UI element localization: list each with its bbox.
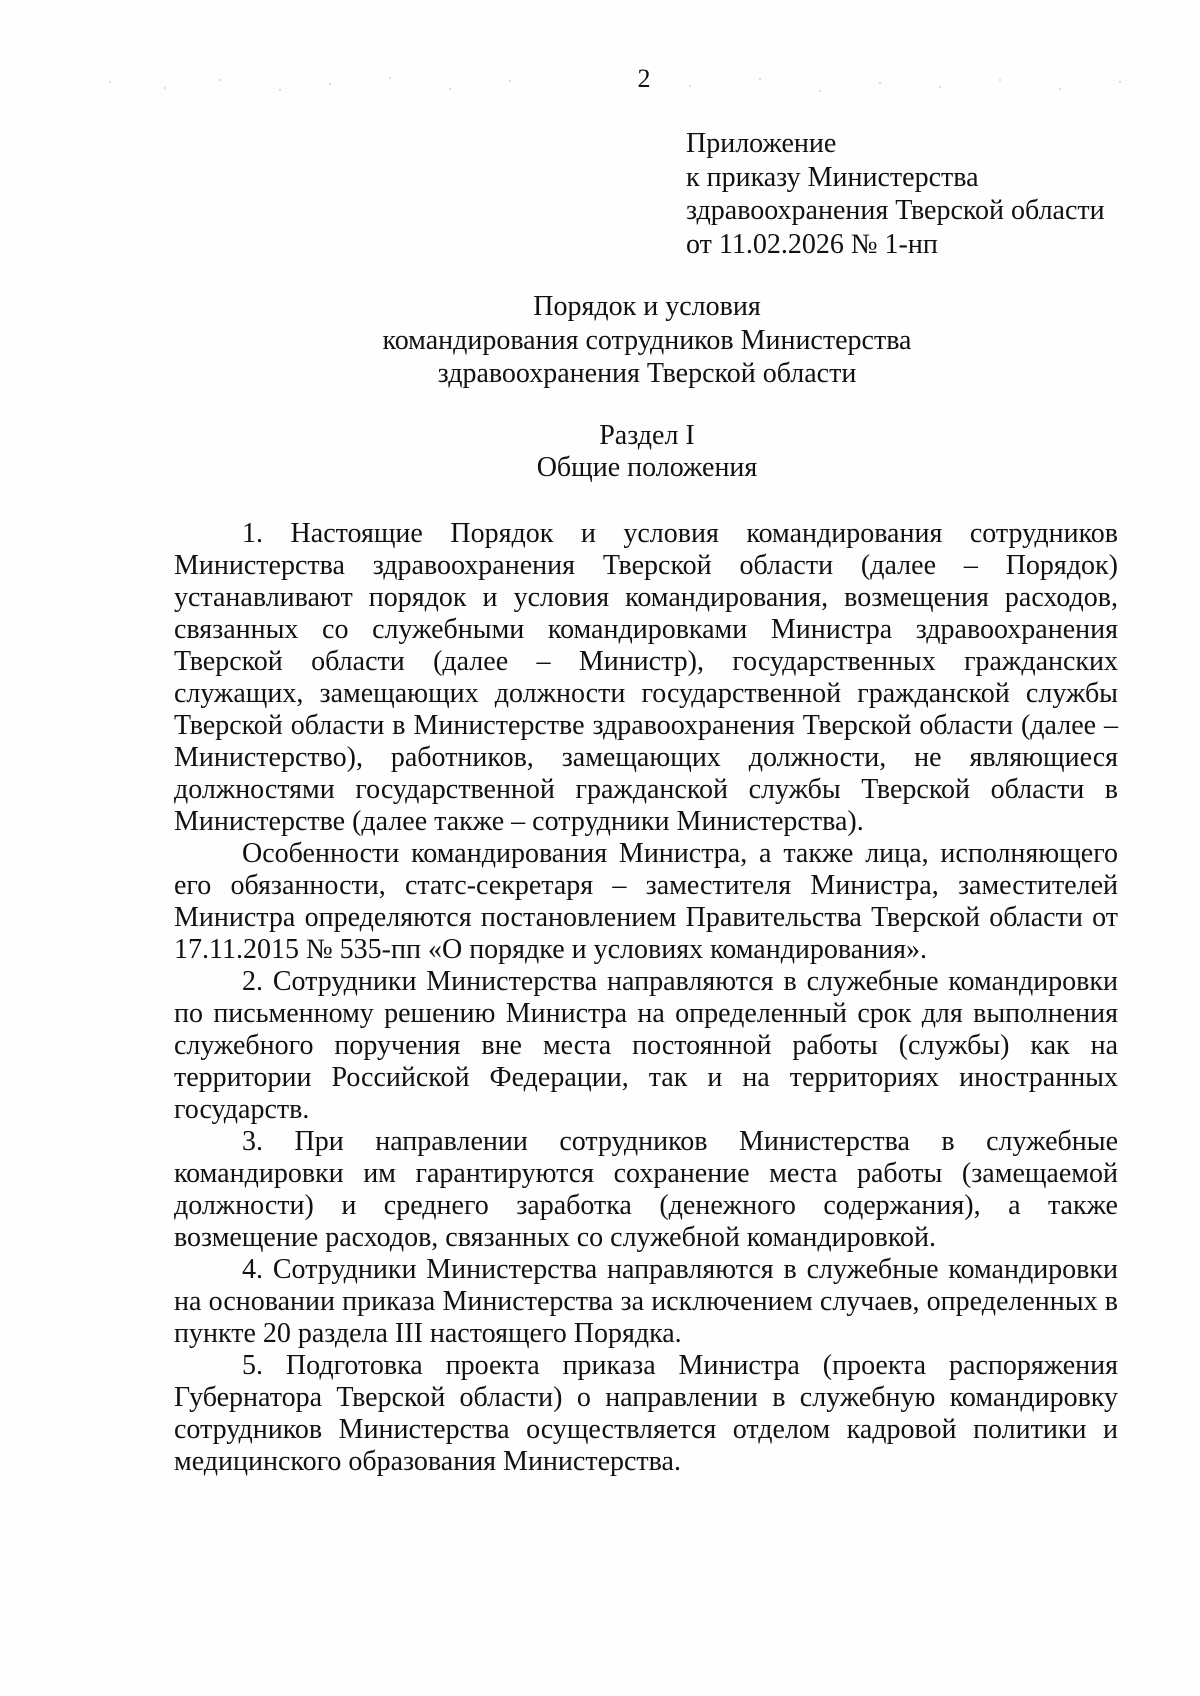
section-number: Раздел I	[599, 420, 695, 451]
appendix-line: к приказу Министерства	[686, 161, 979, 193]
section-heading	[174, 420, 1120, 484]
paragraph: 5. Подготовка проекта приказа Министра (проекта распоряжения Губернатора Тверской области) о направлении в служебную командировку сотрудников Министерства осуществляется отделом кадровой политики и медицинского образования Министерства.	[174, 1350, 1118, 1477]
appendix-line: здравоохранения Тверской области	[686, 195, 1105, 226]
title-line: командирования сотрудников Министерства	[382, 324, 912, 356]
paragraph: 2. Сотрудники Министерства направляются в служебные командировки по письменному решению Министра на определенный срок для выполнения служебного поручения вне места постоянной работы (службы) как на территории Российской Федерации, так и на территориях иностранных государств.	[174, 966, 1118, 1125]
title-line: Порядок и условия	[533, 291, 761, 322]
page-number: 2	[637, 64, 651, 93]
paragraph: 4. Сотрудники Министерства направляются в служебные командировки на основании приказа Министерства за исключением случаев, определенных в пункте 20 раздела III настоящего Порядка.	[174, 1254, 1118, 1349]
paragraph: 3. При направлении сотрудников Министерства в служебные командировки им гарантируются сохранение места работы (замещаемой должности) и среднего заработка (денежного содержания), а также возмещение расходов, связанных со служебной командировкой.	[174, 1126, 1118, 1253]
appendix-line: Приложение	[686, 128, 837, 159]
paragraph: 1. Настоящие Порядок и условия командирования сотрудников Министерства здравоохранения Тверской области (далее – Порядок) устанавливают порядок и условия командирования, возмещения расходов, связанных со служебными командировками Министра здравоохранения Тверской области (далее – Министр), государственных гражданских служащих, замещающих должности государственной гражданской службы Тверской области в Министерстве здравоохранения Тверской области (далее – Министерство), работников, замещающих должности, не являющиеся должностями государственной гражданской службы Тверской области в Министерстве (далее также – сотрудники Министерства).	[174, 518, 1118, 837]
appendix-line: от 11.02.2026 № 1-нп	[686, 228, 938, 260]
section-name: Общие положения	[536, 452, 758, 483]
appendix-header	[686, 127, 1105, 261]
title-line: здравоохранения Тверской области	[437, 358, 857, 389]
paragraph: Особенности командирования Министра, а также лица, исполняющего его обязанности, статс-секретаря – заместителя Министра, заместителей Министра определяются постановлением Правительства Тверской области от 17.11.2015 № 535-пп «О порядке и условиях командирования».	[174, 838, 1118, 965]
document-body	[174, 518, 1118, 1478]
document-title	[174, 290, 1120, 391]
